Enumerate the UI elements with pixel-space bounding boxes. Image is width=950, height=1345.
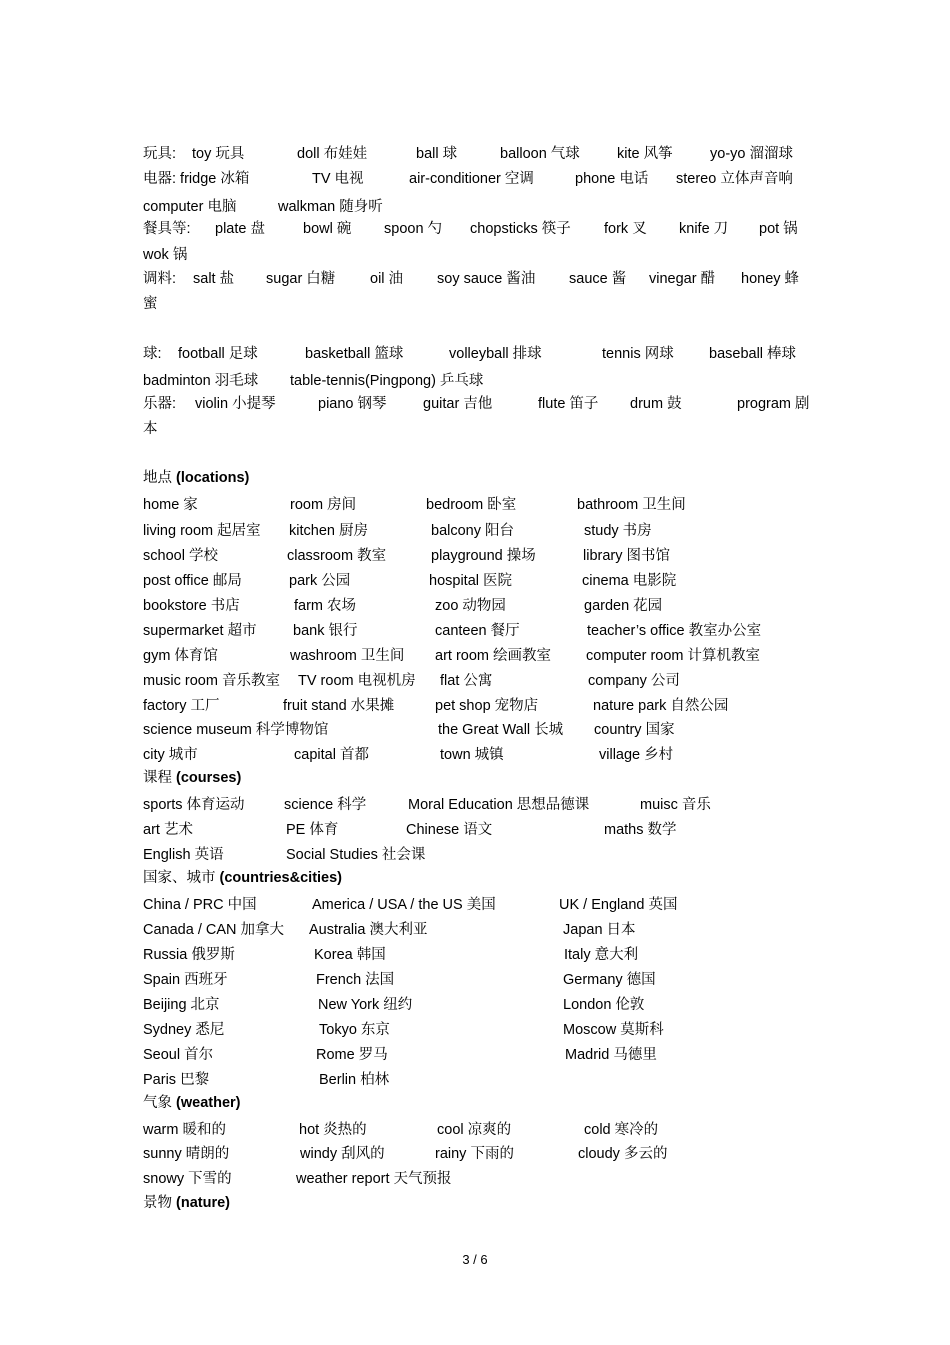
vocab-item: salt 盐 [193,271,235,287]
vocab-item: table-tennis(Pingpong) 乒乓球 [290,373,484,389]
vocab-item: bank 银行 [293,623,358,639]
vocab-item: walkman 随身听 [278,199,383,215]
vocab-item: pot 锅 [759,221,798,237]
vocab-item: Rome 罗马 [316,1047,388,1063]
vocab-item: art 艺术 [143,822,193,838]
vocab-item: ball 球 [416,146,458,162]
vocab-item: playground 操场 [431,548,536,564]
heading-cn: 地点 [143,470,172,486]
vocab-item: flute 笛子 [538,396,599,412]
vocab-item: China / PRC 中国 [143,897,257,913]
heading-cn: 国家、城市 [143,870,216,886]
vocab-item: warm 暖和的 [143,1122,226,1138]
vocab-item: kite 风筝 [617,146,673,162]
vocab-item: New York 纽约 [318,997,413,1013]
vocab-item: weather report 天气预报 [296,1171,452,1187]
heading-en: (courses) [176,770,242,786]
vocab-item: Italy 意大利 [564,947,639,963]
section-heading-weather [143,1094,241,1112]
vocab-item: doll 布娃娃 [297,146,368,162]
vocab-item: factory 工厂 [143,698,220,714]
vocab-item: the Great Wall 长城 [438,722,564,738]
vocab-item: 蜜 [143,296,158,312]
toys-label: 玩具: [143,146,177,162]
vocab-item: sports 体育运动 [143,797,245,813]
vocab-item: honey 蜂 [741,271,800,287]
vocab-item: windy 刮风的 [300,1146,385,1162]
vocab-item: bedroom 卧室 [426,497,517,513]
vocab-item: PE 体育 [286,822,339,838]
vocab-item: Chinese 语文 [406,822,493,838]
vocab-item: art room 绘画教室 [435,648,552,664]
vocab-item: Germany 德国 [563,972,656,988]
vocab-item: kitchen 厨房 [289,523,368,539]
vocab-item: Berlin 柏林 [319,1072,390,1088]
vocab-item: science 科学 [284,797,367,813]
vocab-item: post office 邮局 [143,573,242,589]
vocab-item: park 公园 [289,573,351,589]
vocab-item: hospital 医院 [429,573,513,589]
vocab-item: city 城市 [143,747,198,763]
vocab-item: yo-yo 溜溜球 [710,146,793,162]
vocab-item: Moscow 莫斯科 [563,1022,664,1038]
vocab-item: spoon 勺 [384,221,443,237]
vocab-item: guitar 吉他 [423,396,493,412]
vocab-item: TV room 电视机房 [298,673,416,689]
vocab-item: soy sauce 酱油 [437,271,536,287]
section-heading-locations [143,469,249,487]
vocab-item: music room 音乐教室 [143,673,280,689]
vocab-item: muisc 音乐 [640,797,711,813]
vocab-item: Canada / CAN 加拿大 [143,922,285,938]
vocab-item: Korea 韩国 [314,947,386,963]
vocab-item: Sydney 悉尼 [143,1022,225,1038]
vocab-item: bathroom 卫生间 [577,497,686,513]
vocab-item: supermarket 超市 [143,623,257,639]
vocab-item: knife 刀 [679,221,729,237]
vocab-item: basketball 篮球 [305,346,404,362]
vocab-item: pet shop 宠物店 [435,698,539,714]
heading-cn: 课程 [143,770,172,786]
vocab-item: baseball 棒球 [709,346,797,362]
vocab-item: 本 [143,421,158,437]
seasoning-label: 调料: [143,271,177,287]
vocab-item: room 房间 [290,497,357,513]
vocab-item: drum 鼓 [630,396,682,412]
vocab-item: English 英语 [143,847,224,863]
page-number: 3 / 6 [462,1252,488,1267]
vocab-item: America / USA / the US 美国 [312,897,496,913]
vocab-item: wok 锅 [143,247,188,263]
vocab-item: Paris 巴黎 [143,1072,210,1088]
vocab-item: flat 公寓 [440,673,493,689]
vocab-item: maths 数学 [604,822,677,838]
vocab-item: volleyball 排球 [449,346,542,362]
vocab-item: village 乡村 [599,747,674,763]
section-heading-nature [143,1194,230,1212]
vocab-item: fruit stand 水果摊 [283,698,395,714]
vocab-item: program 剧 [737,396,810,412]
vocab-item: study 书房 [584,523,652,539]
vocab-item: piano 钢琴 [318,396,387,412]
vocab-item: Moral Education 思想品德课 [408,797,590,813]
vocab-item: school 学校 [143,548,218,564]
vocab-item: living room 起居室 [143,523,261,539]
vocab-item: French 法国 [316,972,395,988]
vocab-item: vinegar 醋 [649,271,716,287]
vocab-item: Russia 俄罗斯 [143,947,235,963]
section-heading-countries [143,869,342,887]
vocab-item: science museum 科学博物馆 [143,722,329,738]
vocab-item: garden 花园 [584,598,663,614]
vocab-item: farm 农场 [294,598,357,614]
vocab-item: sunny 晴朗的 [143,1146,230,1162]
vocab-item: bookstore 书店 [143,598,240,614]
vocab-item: Spain 西班牙 [143,972,228,988]
vocab-item: chopsticks 筷子 [470,221,571,237]
vocab-item: Social Studies 社会课 [286,847,426,863]
tableware-label: 餐具等: [143,221,191,237]
vocab-item: cloudy 多云的 [578,1146,668,1162]
vocab-item: capital 首都 [294,747,369,763]
vocab-item: company 公司 [588,673,680,689]
vocab-item: football 足球 [178,346,258,362]
vocab-item: balcony 阳台 [431,523,515,539]
heading-cn: 气象 [143,1095,172,1111]
vocab-item: canteen 餐厅 [435,623,520,639]
heading-cn: 景物 [143,1195,172,1211]
vocab-item: sugar 白糖 [266,271,336,287]
vocab-item: hot 炎热的 [299,1122,367,1138]
vocab-item: London 伦敦 [563,997,645,1013]
vocab-item: gym 体育馆 [143,648,218,664]
vocab-item: computer room 计算机教室 [586,648,761,664]
heading-en: (locations) [176,470,250,486]
vocab-item: cold 寒冷的 [584,1122,659,1138]
vocab-item: zoo 动物园 [435,598,506,614]
vocab-item: town 城镇 [440,747,504,763]
vocab-item: bowl 碗 [303,221,352,237]
vocab-item: oil 油 [370,271,404,287]
vocab-item: sauce 酱 [569,271,627,287]
vocab-item: library 图书馆 [583,548,671,564]
vocab-item: Seoul 首尔 [143,1047,214,1063]
vocab-item: Beijing 北京 [143,997,220,1013]
heading-en: (weather) [176,1095,241,1111]
vocab-item: rainy 下雨的 [435,1146,514,1162]
vocab-item: UK / England 英国 [559,897,678,913]
vocab-item: computer 电脑 [143,199,237,215]
vocab-item: home 家 [143,497,198,513]
vocab-item: balloon 气球 [500,146,580,162]
heading-en: (countries&cities) [219,870,343,886]
vocab-item: Japan 日本 [563,922,636,938]
section-heading-courses [143,769,241,787]
vocab-item: stereo 立体声音响 [676,171,793,187]
vocab-item: country 国家 [594,722,675,738]
vocab-item: toy 玩具 [192,146,245,162]
vocab-item: badminton 羽毛球 [143,373,259,389]
balls-label: 球: [143,346,162,362]
vocab-item: tennis 网球 [602,346,674,362]
vocab-item: air-conditioner 空调 [409,171,534,187]
vocab-item: Australia 澳大利亚 [309,922,428,938]
vocab-item: nature park 自然公园 [593,698,729,714]
vocab-item: cool 凉爽的 [437,1122,512,1138]
vocab-item: teacher’s office 教室办公室 [587,623,762,639]
vocab-item: classroom 教室 [287,548,387,564]
vocab-item: Tokyo 东京 [319,1022,390,1038]
vocab-item: TV 电视 [312,171,364,187]
vocab-item: cinema 电影院 [582,573,677,589]
vocab-item: violin 小提琴 [195,396,276,412]
heading-en: (nature) [176,1195,231,1211]
vocab-item: snowy 下雪的 [143,1171,232,1187]
vocab-item: fork 叉 [604,221,647,237]
appliances-label: 电器: fridge 冰箱 [143,171,250,187]
vocab-item: phone 电话 [575,171,649,187]
vocab-item: plate 盘 [215,221,265,237]
vocab-item: Madrid 马德里 [565,1047,657,1063]
instruments-label: 乐器: [143,396,177,412]
vocab-item: washroom 卫生间 [290,648,405,664]
